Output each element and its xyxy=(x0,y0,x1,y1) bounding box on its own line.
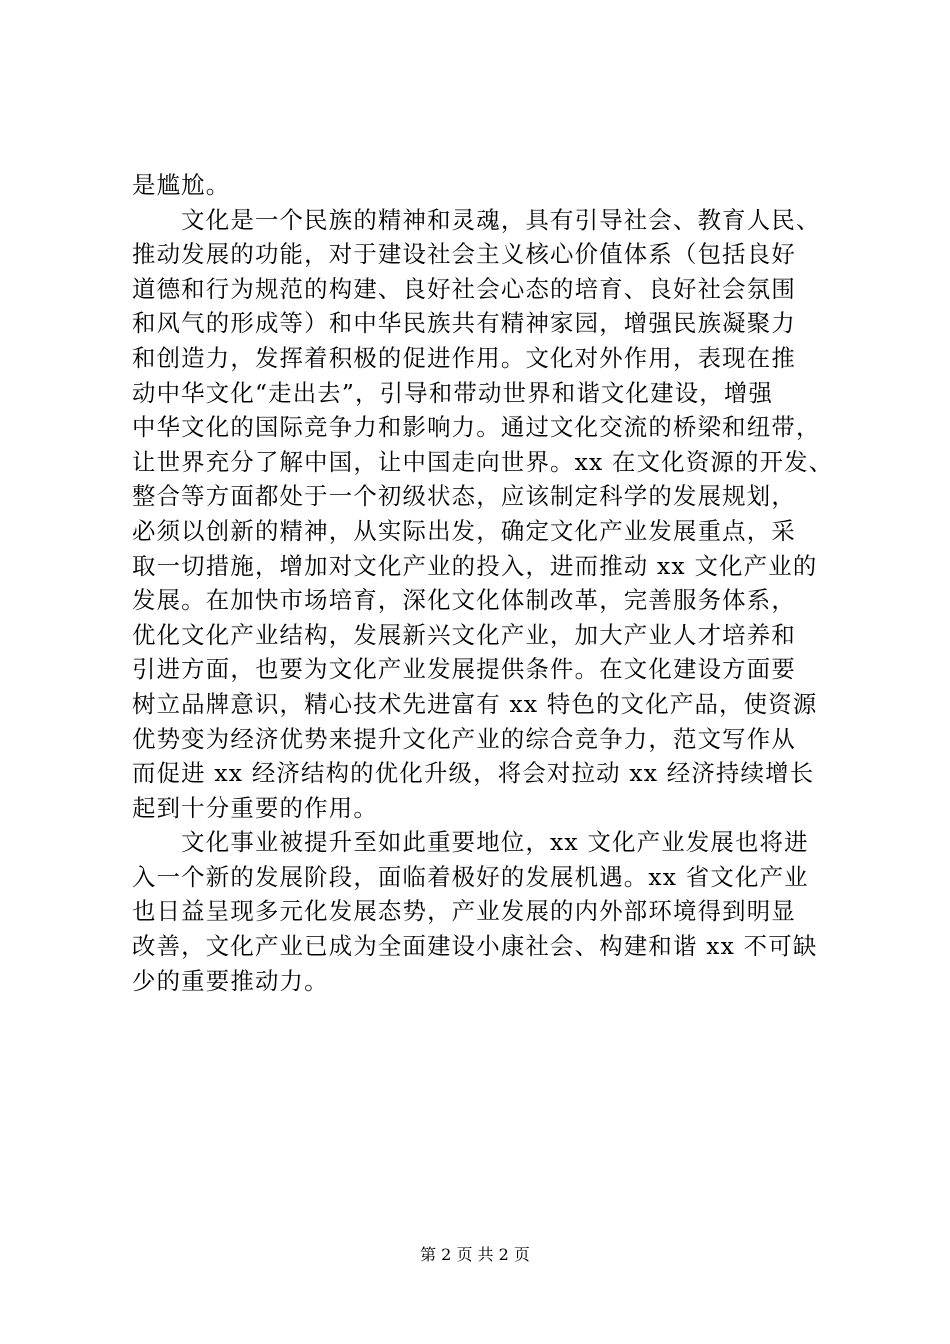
text-line: 让世界充分了解中国，让中国走向世界。xx 在文化资源的开发、 xyxy=(132,447,834,476)
text-line: 推动发展的功能，对于建设社会主义核心价值体系（包括良好 xyxy=(132,240,796,269)
text-line: 改善，文化产业已成为全面建设小康社会、构建和谐 xx 不可缺 xyxy=(132,932,818,961)
text-line: 引进方面，也要为文化产业发展提供条件。在文化建设方面要 xyxy=(132,655,796,684)
text-line: 入一个新的发展阶段，面临着极好的发展机遇。xx 省文化产业 xyxy=(132,862,809,891)
text-line: 发展。在加快市场培育，深化文化体制改革，完善服务体系， xyxy=(132,586,796,615)
body-text xyxy=(132,168,832,998)
text-line: 而促进 xx 经济结构的优化升级，将会对拉动 xx 经济持续增长 xyxy=(132,759,815,788)
text-line: 中华文化的国际竞争力和影响力。通过文化交流的桥梁和纽带， xyxy=(132,413,821,442)
text-line: 取一切措施，增加对文化产业的投入，进而推动 xx 文化产业的 xyxy=(132,551,818,580)
text-line: 优化文化产业结构，发展新兴文化产业，加大产业人才培养和 xyxy=(132,620,796,649)
page-number-footer: 第 2 页 共 2 页 xyxy=(420,1245,530,1264)
text-line: 树立品牌意识，精心技术先进富有 xx 特色的文化产品，使资源 xyxy=(132,689,818,718)
text-line: 起到十分重要的作用。 xyxy=(132,793,378,822)
text-line: 和风气的形成等）和中华民族共有精神家园，增强民族凝聚力 xyxy=(132,309,796,338)
text-line: 是尴尬。 xyxy=(132,171,231,199)
text-line: 文化事业被提升至如此重要地位，xx 文化产业发展也将进 xyxy=(132,828,809,857)
text-line: 少的重要推动力。 xyxy=(132,966,329,995)
text-line: 道德和行为规范的构建、良好社会心态的培育、良好社会氛围 xyxy=(132,274,796,303)
text-line: 也日益呈现多元化发展态势，产业发展的内外部环境得到明显 xyxy=(132,897,796,926)
text-line: 必须以创新的精神，从实际出发，确定文化产业发展重点，采 xyxy=(132,516,796,545)
text-line: 整合等方面都处于一个初级状态，应该制定科学的发展规划， xyxy=(132,482,796,511)
text-line: 优势变为经济优势来提升文化产业的综合竞争力，范文写作从 xyxy=(132,724,796,753)
text-line: 和创造力，发挥着积极的促进作用。文化对外作用，表现在推 xyxy=(132,343,796,372)
text-line: 动中华文化“走出去”，引导和带动世界和谐文化建设，增强 xyxy=(132,378,774,407)
text-line: 文化是一个民族的精神和灵魂，具有引导社会、教育人民、 xyxy=(132,205,821,234)
